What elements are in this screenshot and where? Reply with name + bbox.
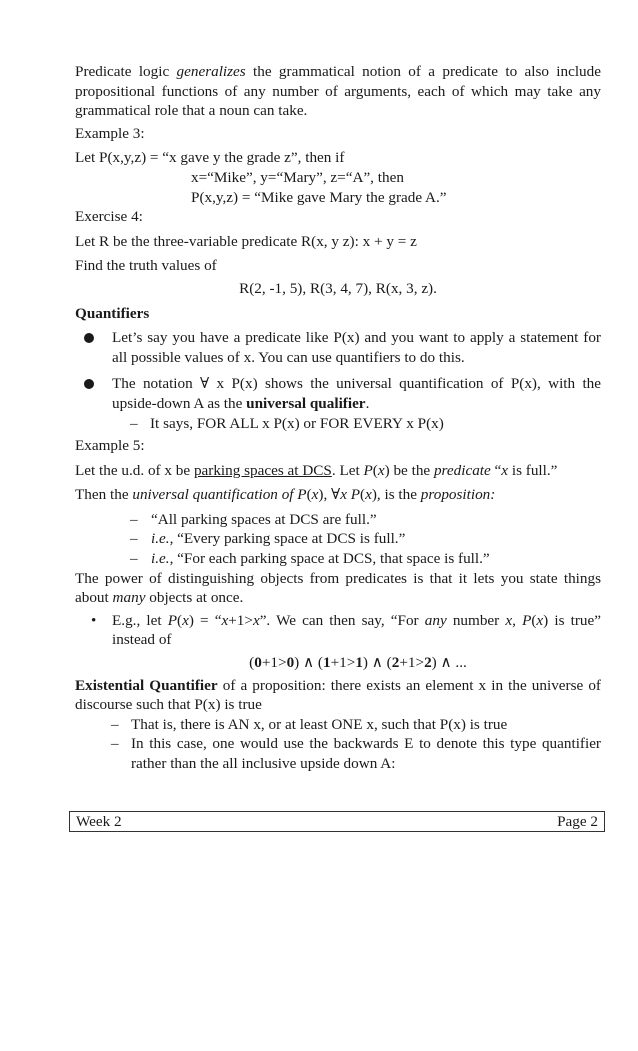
existential-paragraph	[75, 676, 601, 715]
bullet-dot-icon	[84, 333, 94, 343]
text: ∀x P	[331, 486, 361, 504]
quantifiers-sub-item	[75, 414, 601, 434]
text: number	[446, 611, 506, 629]
text: (	[249, 654, 255, 672]
example5-paragraph-1	[75, 461, 601, 481]
bullet-2-text-2: .	[365, 394, 370, 412]
document-page	[75, 62, 601, 774]
footer-page-number: Page 2	[557, 812, 598, 830]
dash-marker: –	[130, 510, 138, 528]
text: proposition:	[420, 486, 496, 504]
dash-marker: –	[130, 414, 138, 432]
text: 1	[355, 654, 363, 672]
power-bullet	[75, 611, 601, 650]
text: , “Every parking space at DCS is full.”	[169, 530, 406, 548]
text: Let the u.d. of x be	[75, 461, 194, 479]
text: P	[522, 611, 532, 629]
text: P	[363, 461, 373, 479]
intro-paragraph	[75, 62, 601, 121]
text: ), is the	[371, 486, 421, 504]
page-footer	[69, 811, 605, 832]
text: i.e.	[151, 530, 170, 548]
text: x	[182, 611, 189, 629]
power-paragraph	[75, 569, 601, 608]
text: x	[221, 611, 229, 629]
text: is full.”	[508, 461, 558, 479]
text: E.g., let	[112, 611, 168, 629]
text: ) = “	[188, 611, 222, 629]
exercise4-line3: R(2, -1, 5), R(3, 4, 7), R(x, 3, z).	[239, 279, 437, 297]
text: “All parking spaces at DCS are full.”	[151, 510, 377, 528]
text: “	[490, 461, 502, 479]
text: ,	[512, 611, 523, 629]
text: In this case, one would use the backwards E to denote this type quantifier rather than the all inclusive upside down A:	[131, 735, 601, 772]
existential-heading: Existential Quantifier	[75, 676, 218, 694]
text: (	[372, 461, 378, 479]
text: i.e.	[151, 550, 170, 568]
text: any	[424, 611, 447, 629]
text: x	[505, 611, 513, 629]
text: (	[306, 486, 312, 504]
text: (	[531, 611, 537, 629]
exercise4-line2: Find the truth values of	[75, 257, 217, 275]
text: 1	[322, 654, 331, 672]
text: x	[377, 461, 385, 479]
exercise4-line1: Let R be the three-variable predicate R(x, y z): x + y = z	[75, 232, 417, 250]
example5-dash-item-3	[75, 549, 601, 569]
text: The power of distinguishing objects from predicates is that it lets you state things about	[75, 569, 601, 607]
text: +1>	[399, 654, 425, 672]
text: x	[311, 486, 319, 504]
universal-qualifier-term: universal qualifier	[246, 394, 366, 412]
text: ”. We can then say, “For	[259, 611, 425, 629]
dash-marker: –	[111, 735, 119, 753]
text: 0	[254, 654, 262, 672]
text: universal quantification of P	[132, 486, 307, 504]
text: , “For each parking space at DCS, that space is full.”	[169, 550, 490, 568]
intro-text-1: Predicate logic	[75, 63, 177, 80]
dash-marker: –	[130, 530, 138, 548]
dash-marker: –	[111, 715, 119, 733]
example5-paragraph-2	[75, 485, 601, 505]
text: +1>	[330, 654, 356, 672]
text: ) ∧ ...	[431, 654, 467, 672]
text: . Let	[331, 461, 364, 479]
text: x	[252, 611, 260, 629]
text: many	[112, 589, 146, 607]
text: 0	[286, 654, 295, 672]
text: ) ∧ (	[294, 654, 323, 672]
text: Then the	[75, 486, 133, 504]
quantifiers-bullet-1	[75, 328, 601, 367]
text: 2	[391, 654, 400, 672]
example5-dash-item-1	[75, 510, 601, 530]
bullet-2-text-1: The notation ∀ x P(x) shows the universal quantification of P(x), with the upside-down A as the	[112, 375, 601, 412]
example3-line2: x=“Mike”, y=“Mary”, z=“A”, then	[191, 168, 404, 186]
text: 2	[424, 654, 432, 672]
text: x	[536, 611, 544, 629]
text: x	[365, 486, 372, 504]
existential-dash-item-2	[75, 734, 601, 773]
text: That is, there is AN x, or at least ONE x, such that P(x) is true	[131, 715, 508, 733]
quantifiers-bullet-2	[75, 374, 601, 413]
exercise4-label: Exercise 4:	[75, 208, 143, 226]
quantifiers-heading: Quantifiers	[75, 304, 150, 322]
text: x	[501, 461, 509, 479]
underlined-term: parking spaces at DCS	[193, 461, 332, 479]
bullet-dot-icon	[84, 379, 94, 389]
footer-week: Week 2	[76, 812, 122, 830]
bullet-1-text: Let’s say you have a predicate like P(x) and you want to apply a statement for all possible values of x. You can use quantifiers to do this.	[112, 329, 601, 366]
example3-label: Example 3:	[75, 124, 145, 142]
dash-marker: –	[130, 550, 138, 568]
bullet-icon: •	[91, 611, 97, 629]
example3-line3: P(x,y,z) = “Mike gave Mary the grade A.”	[191, 188, 447, 206]
sub-item-text: It says, FOR ALL x P(x) or FOR EVERY x P(x)	[150, 414, 444, 432]
power-formula	[75, 653, 601, 673]
text: (	[177, 611, 183, 629]
text: ) be the	[384, 461, 434, 479]
text: (	[360, 486, 366, 504]
example5-dash-item-2	[75, 529, 601, 549]
example5-label: Example 5:	[75, 437, 145, 455]
text: ) is true” instead of	[112, 611, 601, 649]
intro-text-2: the grammatical notion of a predicate to also include propositional functions of any number of arguments, each of which may take any grammatical role that a noun can take.	[75, 63, 601, 120]
intro-emphasis: generalizes	[176, 63, 246, 80]
text: objects at once.	[145, 589, 244, 607]
text: P	[167, 611, 177, 629]
text: ),	[318, 486, 332, 504]
text: +1>	[261, 654, 287, 672]
example3-line1: Let P(x,y,z) = “x gave y the grade z”, then if	[75, 149, 345, 167]
text: ) ∧ (	[362, 654, 392, 672]
existential-dash-item-1	[75, 715, 601, 735]
text: +1>	[228, 611, 253, 629]
text: predicate	[433, 461, 491, 479]
text: of a proposition: there exists an element x in the universe of discourse such that P(x) is true	[75, 676, 601, 714]
